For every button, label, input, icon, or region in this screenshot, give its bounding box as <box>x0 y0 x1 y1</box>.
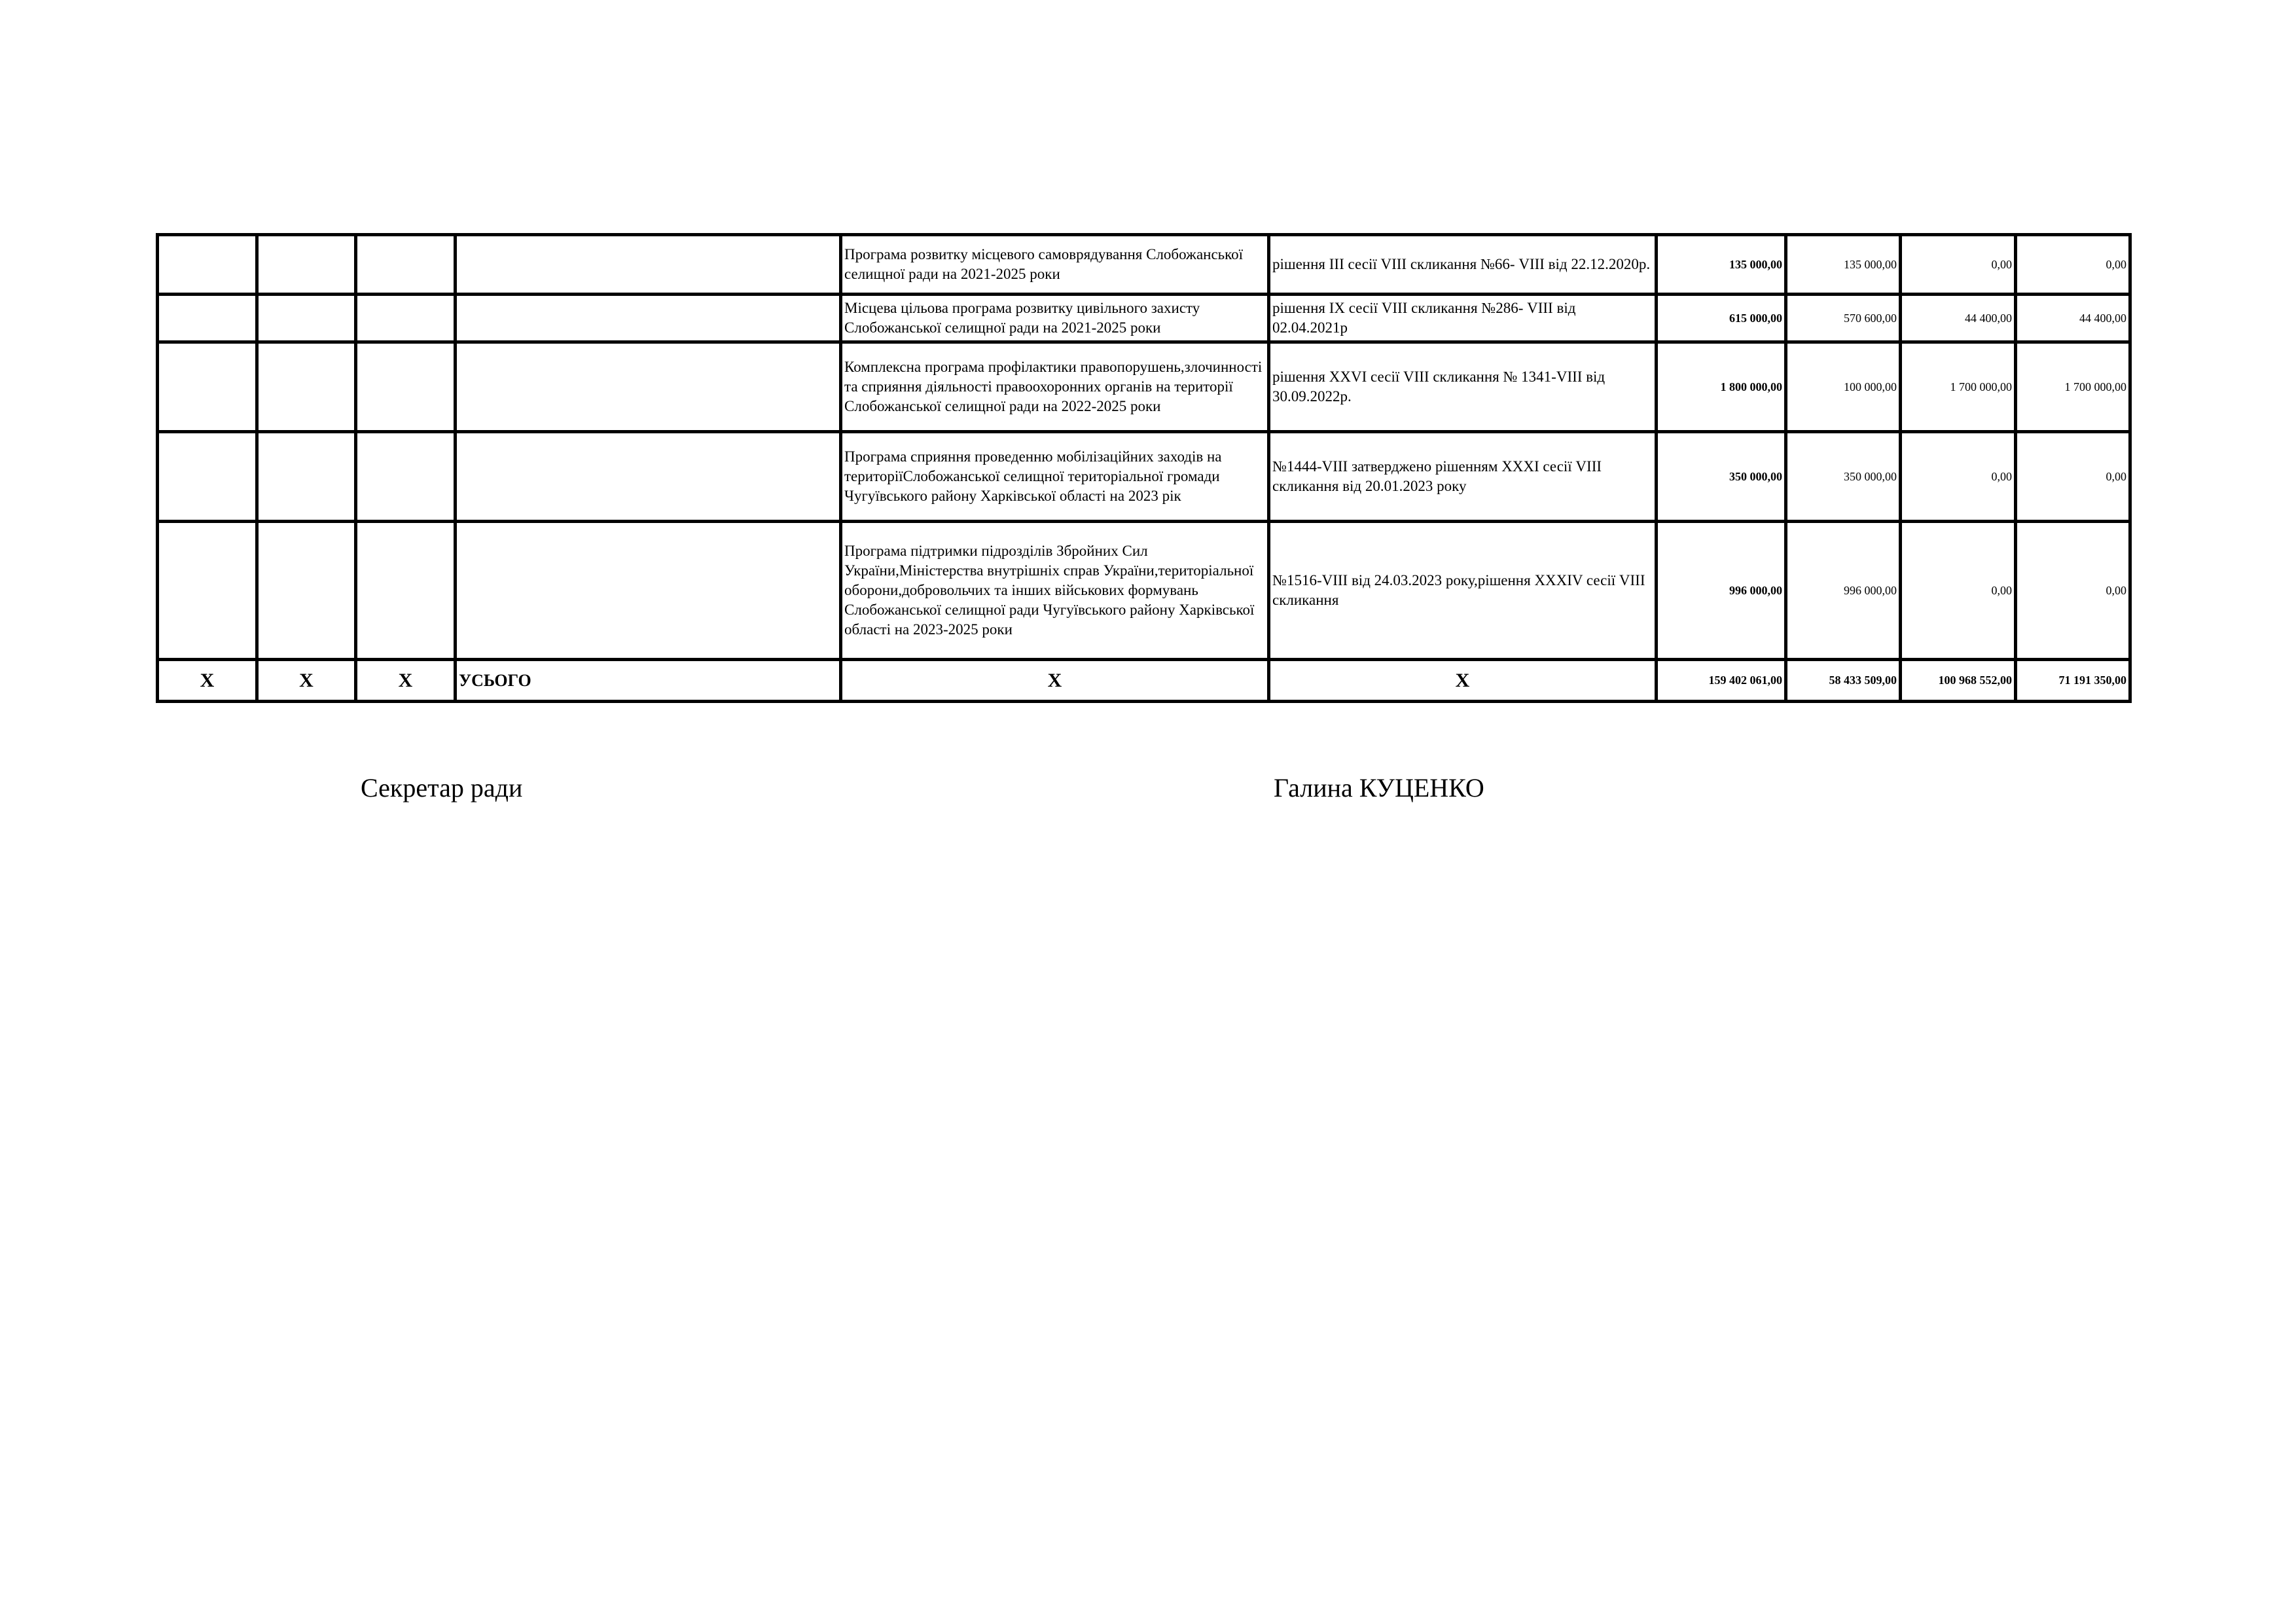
totals-mark-cell: Х <box>257 660 356 702</box>
development-budget-cell: 0,00 <box>2016 432 2130 522</box>
special-fund-cell: 0,00 <box>1901 235 2016 295</box>
decision-cell: №1444-VІІІ затверджено рішенням ХХХІ сесії VІІІ скликання від 20.01.2023 року <box>1269 432 1657 522</box>
decision-cell: рішення ІІІ сесії VІІІ скликання №66- VІІІ від 22.12.2020р. <box>1269 235 1657 295</box>
table-row <box>158 235 2130 295</box>
function-cell <box>456 522 841 660</box>
totals-mark-cell: Х <box>841 660 1269 702</box>
function-cell <box>456 235 841 295</box>
special-fund-cell: 0,00 <box>1901 522 2016 660</box>
general-fund-cell: 570 600,00 <box>1786 295 1901 342</box>
total-cell: 1 800 000,00 <box>1657 342 1786 432</box>
signature-name: Галина КУЦЕНКО <box>1274 773 1484 803</box>
code-cell <box>356 432 456 522</box>
program-name-cell: Програма підтримки підрозділів Збройних Сил України,Міністерства внутрішніх справ України,територіальної оборони,добровольчих та інших військових формувань Слобожанської селищної ради Чугуївського району Харківської області на 2023-2025 роки <box>841 522 1269 660</box>
development-budget-cell: 44 400,00 <box>2016 295 2130 342</box>
code-cell <box>356 522 456 660</box>
code-cell <box>356 342 456 432</box>
totals-mark-cell: Х <box>1269 660 1657 702</box>
function-cell <box>456 342 841 432</box>
total-cell: 350 000,00 <box>1657 432 1786 522</box>
total-cell: 996 000,00 <box>1657 522 1786 660</box>
program-name-cell: Комплексна програма профілактики правопорушень,злочинності та сприяння діяльності правоохоронних органів на території Слобожанської селищної ради на 2022-2025 роки <box>841 342 1269 432</box>
development-budget-cell: 1 700 000,00 <box>2016 342 2130 432</box>
general-fund-cell: 135 000,00 <box>1786 235 1901 295</box>
function-cell <box>456 295 841 342</box>
program-name-cell: Програма сприяння проведенню мобілізаційних заходів на територіїСлобожанської селищної територіальної громади Чугуївського району Харківської області на 2023 рік <box>841 432 1269 522</box>
general-fund-cell: 996 000,00 <box>1786 522 1901 660</box>
totals-development-budget-cell: 71 191 350,00 <box>2016 660 2130 702</box>
total-cell: 135 000,00 <box>1657 235 1786 295</box>
decision-cell: №1516-VІІІ від 24.03.2023 року,рішення ХХХІV сесії VІІІ скликання <box>1269 522 1657 660</box>
total-cell: 615 000,00 <box>1657 295 1786 342</box>
code-cell <box>257 235 356 295</box>
programs-table <box>156 233 2132 703</box>
code-cell <box>158 432 257 522</box>
totals-row <box>158 660 2130 702</box>
program-name-cell: Місцева цільова програма розвитку цивільного захисту Слобожанської селищної ради на 2021-2025 роки <box>841 295 1269 342</box>
code-cell <box>356 295 456 342</box>
development-budget-cell: 0,00 <box>2016 235 2130 295</box>
code-cell <box>257 432 356 522</box>
special-fund-cell: 1 700 000,00 <box>1901 342 2016 432</box>
code-cell <box>257 295 356 342</box>
totals-mark-cell: Х <box>158 660 257 702</box>
code-cell <box>356 235 456 295</box>
code-cell <box>158 235 257 295</box>
development-budget-cell: 0,00 <box>2016 522 2130 660</box>
signature-role: Секретар ради <box>361 773 523 803</box>
code-cell <box>158 295 257 342</box>
table-row <box>158 432 2130 522</box>
table-row <box>158 295 2130 342</box>
general-fund-cell: 350 000,00 <box>1786 432 1901 522</box>
totals-mark-cell: Х <box>356 660 456 702</box>
decision-cell: рішення ХХVІ сесії VІІІ скликання № 1341-VІІІ від 30.09.2022р. <box>1269 342 1657 432</box>
decision-cell: рішення ІХ сесії VІІІ скликання №286- VІІІ від 02.04.2021р <box>1269 295 1657 342</box>
code-cell <box>158 342 257 432</box>
code-cell <box>158 522 257 660</box>
function-cell <box>456 432 841 522</box>
program-name-cell: Програма розвитку місцевого самоврядування Слобожанської селищної ради на 2021-2025 роки <box>841 235 1269 295</box>
table-row <box>158 522 2130 660</box>
totals-total-cell: 159 402 061,00 <box>1657 660 1786 702</box>
general-fund-cell: 100 000,00 <box>1786 342 1901 432</box>
code-cell <box>257 342 356 432</box>
special-fund-cell: 0,00 <box>1901 432 2016 522</box>
totals-label-cell: УСЬОГО <box>456 660 841 702</box>
special-fund-cell: 44 400,00 <box>1901 295 2016 342</box>
totals-general-fund-cell: 58 433 509,00 <box>1786 660 1901 702</box>
table-row <box>158 342 2130 432</box>
code-cell <box>257 522 356 660</box>
totals-special-fund-cell: 100 968 552,00 <box>1901 660 2016 702</box>
